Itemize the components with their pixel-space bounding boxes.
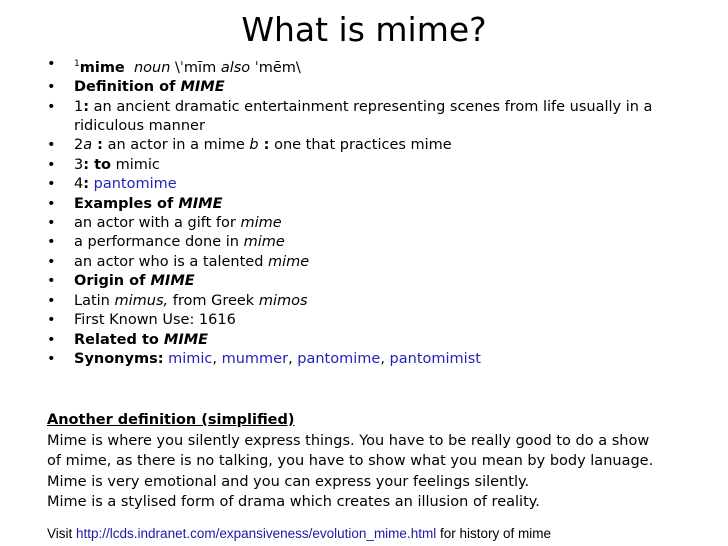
list-item <box>47 55 667 78</box>
homograph-number: 1 <box>74 59 80 69</box>
simplified-definition <box>47 410 717 513</box>
sense-text: an ancient dramatic entertainment representing scenes from life usually in a ridiculous manner <box>74 98 653 135</box>
example-term: mime <box>243 234 285 251</box>
separator: , <box>380 350 385 367</box>
definition-line: Mime is a stylised form of drama which creates an illusion of reality. <box>47 494 540 510</box>
synonyms-label: Synonyms: <box>74 350 164 367</box>
origin-term: mimos <box>258 292 308 309</box>
list-item <box>47 136 667 155</box>
synonym-link-pantomime[interactable]: pantomime <box>292 350 381 367</box>
sense-number: 3 <box>74 156 84 173</box>
footer-visit: Visit <box>47 526 77 541</box>
pronunciation: \ˈmīm <box>175 59 221 76</box>
simplified-heading: Another definition (simplified) <box>47 412 295 428</box>
sense-colon: : <box>92 137 103 154</box>
footer <box>47 525 727 543</box>
section-term: MIME <box>178 195 223 212</box>
list-item <box>47 175 667 194</box>
synonym-link-pantomimist[interactable]: pantomimist <box>384 350 481 367</box>
example-text: an actor who is a talented <box>74 253 269 270</box>
section-term: MIME <box>180 79 225 96</box>
sense-to: to <box>89 156 111 173</box>
synonym-link-mimic[interactable]: mimic <box>163 350 213 367</box>
history-link[interactable]: http://lcds.indranet.com/expansiveness/evolution_mime.html <box>76 526 437 541</box>
pantomime-link[interactable]: pantomime <box>89 176 177 193</box>
list-item <box>47 156 667 175</box>
sense-text: mimic <box>111 156 160 173</box>
sense-number: 4 <box>74 176 84 193</box>
slide-title: What is mime? <box>241 10 487 49</box>
subsense-letter: b <box>249 137 259 154</box>
list-item <box>47 98 667 137</box>
section-term: MIME <box>163 331 209 348</box>
definition-line: of mime, as there is no talking, you have to show what you mean by body lanuage. <box>47 453 654 469</box>
sense-colon: : <box>258 137 270 154</box>
section-label: Related to <box>74 331 164 348</box>
also-label: also <box>220 59 251 76</box>
synonym-link-mummer[interactable]: mummer <box>217 350 289 367</box>
list-item <box>47 272 667 291</box>
sense-number: 1 <box>74 98 84 115</box>
example-text: a performance done in <box>74 234 244 251</box>
example-term: mime <box>268 253 310 270</box>
list-item <box>47 292 667 311</box>
origin-text: Latin <box>74 292 115 309</box>
definition-list <box>47 55 667 369</box>
sense-colon: : <box>83 156 90 173</box>
headword: mime <box>79 59 125 76</box>
sense-text: an actor in a mime <box>102 137 250 154</box>
section-term: MIME <box>150 273 195 290</box>
origin-term: mimus, <box>114 292 169 309</box>
part-of-speech: noun <box>133 59 171 76</box>
section-label: Origin of <box>74 273 151 290</box>
definition-line: Mime is very emotional and you can express your feelings silently. <box>47 473 530 490</box>
subsense-letter: a <box>83 137 93 154</box>
list-item <box>47 311 667 330</box>
list-item <box>47 350 667 369</box>
sense-colon: : <box>83 98 90 115</box>
list-item <box>47 253 667 272</box>
section-label: Definition of <box>74 79 181 96</box>
separator: , <box>212 350 217 367</box>
sense-number: 2 <box>74 137 84 154</box>
definition-line: Mime is where you silently express things. You have to be really good to do a show <box>47 432 650 449</box>
origin-text: from Greek <box>168 292 259 309</box>
list-item <box>47 214 667 233</box>
sense-text: one that practices mime <box>269 137 452 154</box>
sense-colon: : <box>83 176 90 193</box>
section-label: Examples of <box>74 195 179 212</box>
example-term: mime <box>240 215 282 232</box>
separator: , <box>288 350 293 367</box>
list-item <box>47 233 667 252</box>
list-item <box>47 78 667 97</box>
footer-after: for history of mime <box>436 526 551 541</box>
list-item <box>47 195 667 214</box>
list-item <box>47 331 667 350</box>
first-use-text: First Known Use: 1616 <box>74 312 236 329</box>
pronunciation-alt: ˈmēm\ <box>250 59 301 76</box>
example-text: an actor with a gift for <box>74 215 241 232</box>
